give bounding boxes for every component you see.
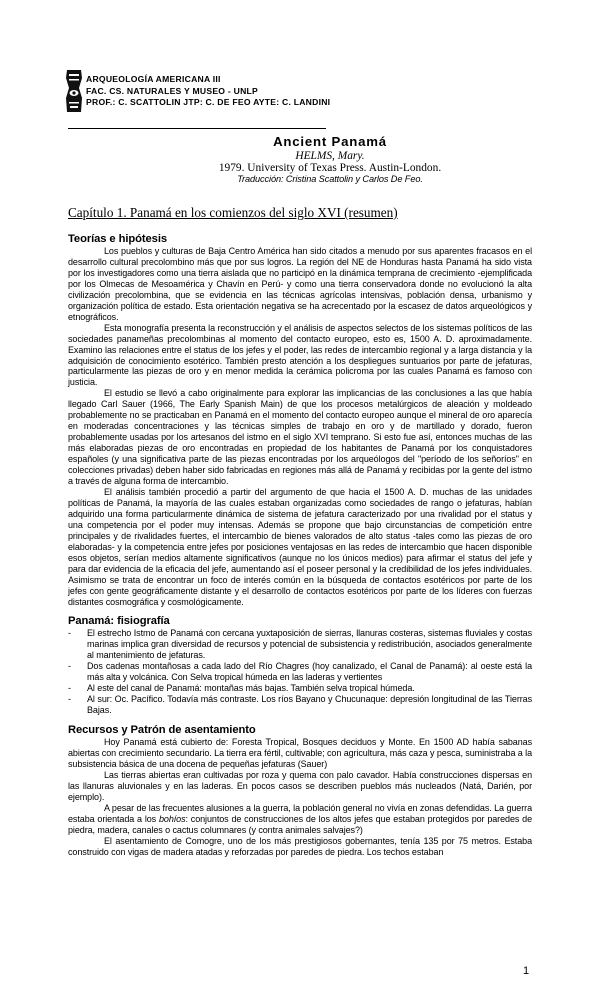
paragraph: El estudio se llevó a cabo originalmente para explorar las implicancias de las conclusiones a las que había llegado Carl Sauer (1966, The Early Spanish Main) de que los procesos metalúrgicos de aleación y moldeado probablemente no se practicaban en Panamá en el momento del contacto europeo aunque el mineral de oro aparecía en moderadas concentraciones y las técnicas simples de trabajo en oro y de martillado y dorado, fueron probablemente usadas por los artesanos del istmo en el siglo XVI temprano. Si esto fue así, entonces muchas de las más elaboradas piezas de oro encontradas en propiedad de los habitantes de Panamá por los conquistadores españoles (y una significativa parte de las piezas encontradas por los arqueólogos del "período de los señoríos" en colecciones privadas) deben haber sido fabricadas en regiones más allá de Panamá y recibidas por la gente del istmo a través de alguna forma de intercambio. (68, 388, 532, 487)
paragraph: Los pueblos y culturas de Baja Centro América han sido citados a menudo por sus aparentes fracasos en el desarrollo cultural precolombino más que por sus logros. La región del NE de Honduras hasta Panamá ha sido vista por los investigadores como una tierra aislada que no participó en la dinámica temprana de crecimiento -ejemplificada por los Olmecas de Mesoamérica y Chavín en Perú- y como una tierra conservadora donde no evolucionó la alta civilización precolombina, que se evidencia en las técnicas agrícolas intensivas, población densa, urbanismo y organización política de estado. Esta orientación negativa se ha acrecentado por la escasez de datos arqueológicos y etnográficos. (68, 246, 532, 322)
paragraph: El asentamiento de Comogre, uno de los más prestigiosos gobernantes, tenía 135 por 75 metros. Estaba construido con vigas de madera atadas y reforzadas por paredes de piedra. Los techos estaban (68, 835, 532, 857)
list-item: - Al sur: Oc. Pacífico. Todavía más contraste. Los ríos Bayano y Chucunaque: depresión longitudinal de las Tierras Bajas. (68, 694, 532, 716)
header-divider (68, 128, 326, 129)
publication-info: 1979. University of Texas Press. Austin-London. (218, 162, 442, 174)
section-heading-recursos: Recursos y Patrón de asentamiento (68, 724, 256, 737)
list-item: - Al este del canal de Panamá: montañas más bajas. También selva tropical húmeda. (68, 683, 415, 694)
section-heading-fisiografia: Panamá: fisiografía (68, 615, 170, 628)
paragraph: Hoy Panamá está cubierto de: Foresta Tropical, Bosques deciduos y Monte. En 1500 AD había sabanas abiertas con crecimiento secundario. La tierra era fértil, cultivable; con agricultura, más caza y pesca, suministraba a la subsistencia básica de una docena de pequeñas jefaturas (Sauer) (68, 737, 532, 769)
document-body (68, 232, 532, 858)
translation-credit: Traducción: Cristina Scattolin y Carlos De Feo. (237, 174, 423, 184)
institution-seal-icon (64, 66, 84, 116)
document-title: Ancient Panamá (273, 134, 387, 149)
paragraph: El análisis también procedió a partir del argumento de que hacia el 1500 A. D. muchas de las unidades políticas de Panamá, la mayoría de las cuales estaban organizadas como sociedades de rango o jefaturas, habían adquirido una forma particularmente dinámica de sistema de jefatura caracterizado por una rivalidad por el status y una competencia por el poder muy intensas. Además se propone que bajo circunstancias de competición entre principales y de rivalidades fuertes, el intercambio de bienes valorados de alto status -tales como las piezas de oro elaboradas- y la competencia entre jefes por posiciones ventajosas en las redes de intercambio que hacen disponible esos objetos, serían medios altamente significativos (aunque no los únicos medios) para afirmar el status del jefe y para dar evidencia de la eficacia del jefe, aumentando así el poseer personal y la credibilidad de los jefes individuales. Asimismo se trata de encontrar un foco de interés común en la búsqueda de contactos esotéricos por parte de los jefes con gente geográficamente distante y el desarrollo de contactos esotéricos por parte de los líderes con fuerzas distantes cosmográfica y cosmológicamente. (68, 486, 532, 607)
section-heading-teorias: Teorías e hipótesis (68, 233, 167, 245)
paragraph: Las tierras abiertas eran cultivadas por roza y quema con palo cavador. Había construcciones dispersas en las llanuras aluvionales y en las laderas. En pocos casos se describen pueblos más nucleados (Natá, Darién, por ejemplo). (68, 769, 532, 802)
paragraph: Esta monografía presenta la reconstrucción y el análisis de aspectos selectos de los sistemas políticos de las sociedades panameñas precolombinas al momento del contacto europeo, esto es, 1500 A. D. aproximadamente. Examino las relaciones entre el status de los jefes y el poder, las redes de intercambio regional y a larga distancia y la adquisición de conocimiento esotérico. También presto atención a los despliegues suntuarios por parte de jefaturas, particularmente las piezas de oro y en menor medida la cerámica policroma por las cuales Panamá es famoso con justicia. (68, 322, 532, 388)
paragraph: A pesar de las frecuentes alusiones a la guerra, la población general no vivía en zonas defendidas. La guerra estaba orientada a los bohíos: conjuntos de construcciones de los altos jefes que estaban protegidos por paredes de piedra, madera, canales o cactus columnares (y contra animales salvajes?) (68, 802, 532, 835)
chapter-title: Capítulo 1. Panamá en los comienzos del siglo XVI (resumen) (68, 205, 398, 220)
title-block (60, 134, 540, 185)
list-item: - El estrecho Istmo de Panamá con cercana yuxtaposición de sierras, llanuras costeras, sistemas fluviales y costas marinas implica gran diversidad de recursos y potencial de subsistencia y redistribución, asociados generalmente al mantenimiento de jefaturas. (68, 628, 532, 661)
page-number: 1 (523, 965, 530, 977)
letterhead-staff: PROF.: C. SCATTOLIN JTP: C. DE FEO AYTE: C. LANDINI (86, 97, 331, 107)
author: HELMS, Mary. (295, 150, 365, 162)
fisiografia-list (68, 628, 532, 716)
letterhead (86, 74, 376, 109)
list-item: - Dos cadenas montañosas a cada lado del Río Chagres (hoy canalizado, el Canal de Panamá): al oeste está la más alta y volcánica. Con Selva tropical húmeda en las laderas y vertientes (68, 661, 532, 683)
letterhead-course: ARQUEOLOGÍA AMERICANA III (86, 74, 221, 84)
letterhead-faculty: FAC. CS. NATURALES Y MUSEO - UNLP (86, 85, 259, 96)
